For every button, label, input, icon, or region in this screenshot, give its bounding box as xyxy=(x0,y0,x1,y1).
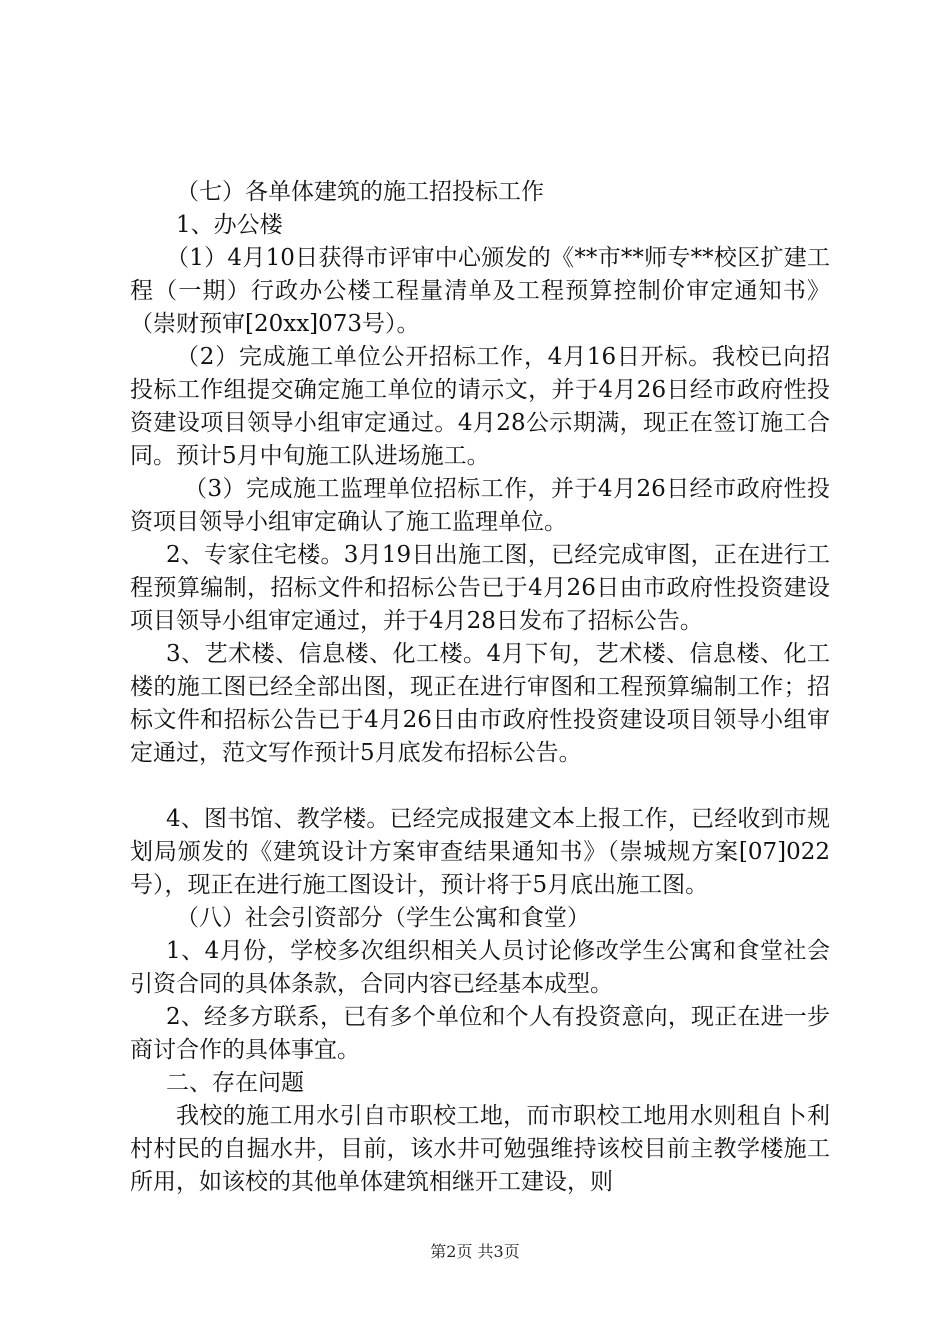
section-heading-problems: 二、存在问题 xyxy=(166,1070,304,1096)
page-footer: 第2页 共3页 xyxy=(430,1242,520,1261)
paragraph-investment-1: 1、4月份，学校多次组织相关人员讨论修改学生公寓和食堂社会引资合同的具体条款，合同内容已经基本成型。 xyxy=(130,938,830,997)
section-heading-seven: （七）各单体建筑的施工招投标工作 xyxy=(176,179,544,205)
paragraph-item-3: （3）完成施工监理单位招标工作，并于4月26日经市政府性投资项目领导小组审定确认了施工监理单位。 xyxy=(130,476,830,535)
section-heading-eight: （八）社会引资部分（学生公寓和食堂） xyxy=(176,905,590,931)
paragraph-expert-residence: 2、专家住宅楼。3月19日出施工图，已经完成审图，正在进行工程预算编制，招标文件和招标公告已于4月26日由市政府性投资建设项目领导小组审定通过，并于4月28日发布了招标公告。 xyxy=(130,542,830,634)
paragraph-art-info-chem: 3、艺术楼、信息楼、化工楼。4月下旬，艺术楼、信息楼、化工楼的施工图已经全部出图，现正在进行审图和工程预算编制工作；招标文件和招标公告已于4月26日由市政府性投资建设项目领导小组审定通过，范文写作预计5月底发布招标公告。 xyxy=(130,641,830,766)
subheading-office-building: 1、办公楼 xyxy=(176,212,283,238)
paragraph-library-teaching: 4、图书馆、教学楼。已经完成报建文本上报工作，已经收到市规划局颁发的《建筑设计方案审查结果通知书》（崇城规方案[07]022号），现正在进行施工图设计，预计将于5月底出施工图。 xyxy=(130,806,830,898)
paragraph-gap xyxy=(130,770,830,803)
document-body xyxy=(130,176,830,1199)
paragraph-item-2: （2）完成施工单位公开招标工作，4月16日开标。我校已向招投标工作组提交确定施工单位的请示文，并于4月26日经市政府性投资建设项目领导小组审定通过。4月28公示期满，现正在签订施工合同。预计5月中旬施工队进场施工。 xyxy=(130,344,830,469)
paragraph-investment-2: 2、经多方联系，已有多个单位和个人有投资意向，现正在进一步商讨合作的具体事宜。 xyxy=(130,1004,830,1063)
paragraph-water-issue: 我校的施工用水引自市职校工地，而市职校工地用水则租自卜利村村民的自掘水井，目前，该水井可勉强维持该校目前主教学楼施工所用，如该校的其他单体建筑相继开工建设，则 xyxy=(130,1103,830,1195)
paragraph-item-1: （1）4月10日获得市评审中心颁发的《**市**师专**校区扩建工程（一期）行政办公楼工程量清单及工程预算控制价审定通知书》（崇财预审[20xx]073号）。 xyxy=(130,245,830,337)
